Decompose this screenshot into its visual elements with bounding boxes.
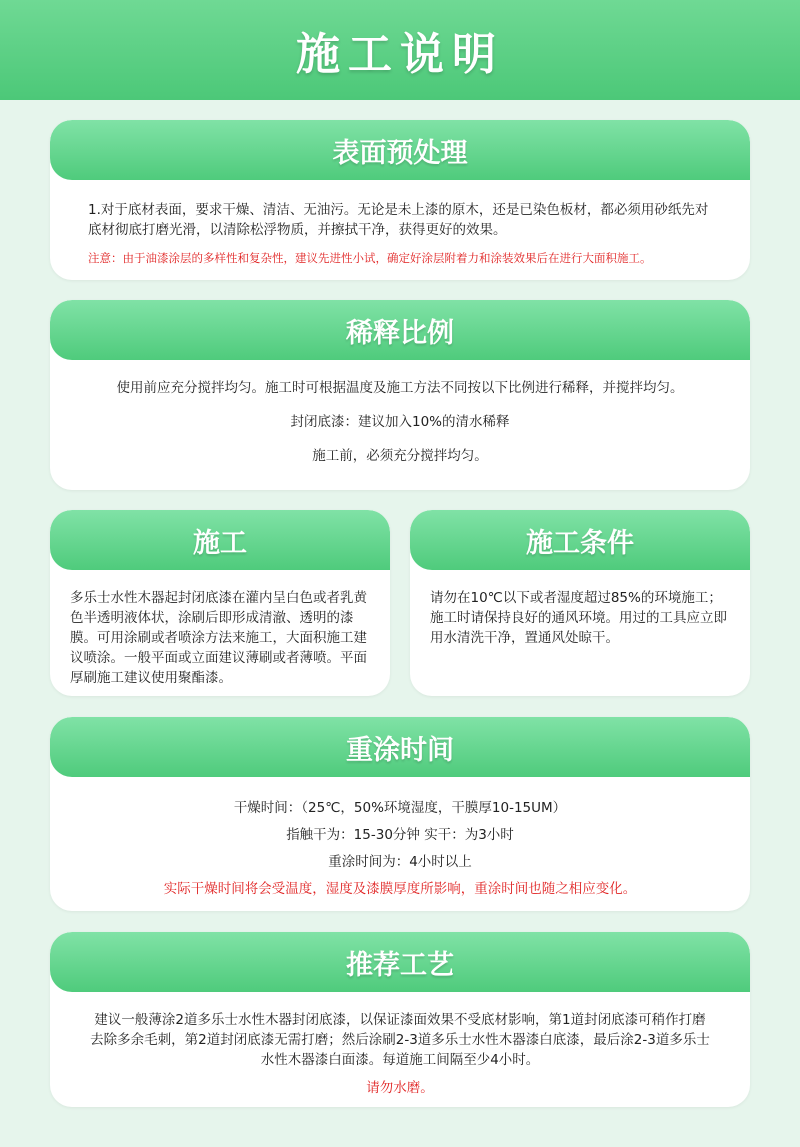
conditions-text: 请勿在10℃以下或者湿度超过85%的环境施工；施工时请保持良好的通风环境。用过的工具应立即用水清洗干净，置通风处晾干。 xyxy=(430,590,727,646)
recoat-note: 实际干燥时间将会受温度，湿度及漆膜厚度所影响，重涂时间也随之相应变化。 xyxy=(163,881,637,897)
surface-title: 表面预处理 xyxy=(50,120,750,180)
recoat-card xyxy=(50,717,750,911)
recoat-line-1: 干燥时间：（25℃，50%环境湿度，干膜厚10-15UM） xyxy=(233,800,567,816)
recoat-line-3: 重涂时间为：4小时以上 xyxy=(328,854,472,870)
page-header xyxy=(0,0,800,100)
construction-title: 施工 xyxy=(50,510,390,570)
construction-card xyxy=(50,510,390,696)
conditions-title: 施工条件 xyxy=(410,510,750,570)
dilution-line-1: 使用前应充分搅拌均匀。施工时可根据温度及施工方法不同按以下比例进行稀释，并搅拌均匀。 xyxy=(116,380,684,396)
surface-text: 1.对于底材表面，要求干燥、清洁、无油污。无论是未上漆的原木，还是已染色板材，都必须用砂纸先对底材彻底打磨光滑，以清除松浮物质，并擦拭干净，获得更好的效果。 xyxy=(88,202,709,238)
surface-note: 注意：由于油漆涂层的多样性和复杂性，建议先进性小试，确定好涂层附着力和涂装效果后在进行大面积施工。 xyxy=(88,251,652,265)
construction-text: 多乐士水性木器起封闭底漆在灌内呈白色或者乳黄色半透明液体状，涂刷后即形成清澈、透明的漆膜。可用涂刷或者喷涂方法来施工，大面积施工建议喷涂。一般平面或立面建议薄刷或者薄喷。平面厚刷施工建议使用聚酯漆。 xyxy=(70,590,367,686)
dilution-line-2: 封闭底漆：建议加入10%的清水稀释 xyxy=(290,414,510,430)
dilution-line-3: 施工前，必须充分搅拌均匀。 xyxy=(312,448,488,464)
recoat-title: 重涂时间 xyxy=(50,717,750,777)
surface-card xyxy=(50,120,750,280)
conditions-card xyxy=(410,510,750,696)
process-title: 推荐工艺 xyxy=(50,932,750,992)
process-note: 请勿水磨。 xyxy=(366,1080,434,1096)
dilution-card xyxy=(50,300,750,490)
page-title: 施工说明 xyxy=(296,29,504,80)
process-text: 建议一般薄涂2道多乐士水性木器封闭底漆，以保证漆面效果不受底材影响，第1道封闭底漆可稍作打磨去除多余毛刺，第2道封闭底漆无需打磨；然后涂刷2-3道多乐士水性木器漆白底漆，最后涂2-3道多乐士水性木器漆白面漆。每道施工间隔至少4小时。 xyxy=(90,1012,710,1068)
recoat-line-2: 指触干为：15-30分钟 实干：为3小时 xyxy=(286,827,514,843)
process-card xyxy=(50,932,750,1107)
dilution-title: 稀释比例 xyxy=(50,300,750,360)
